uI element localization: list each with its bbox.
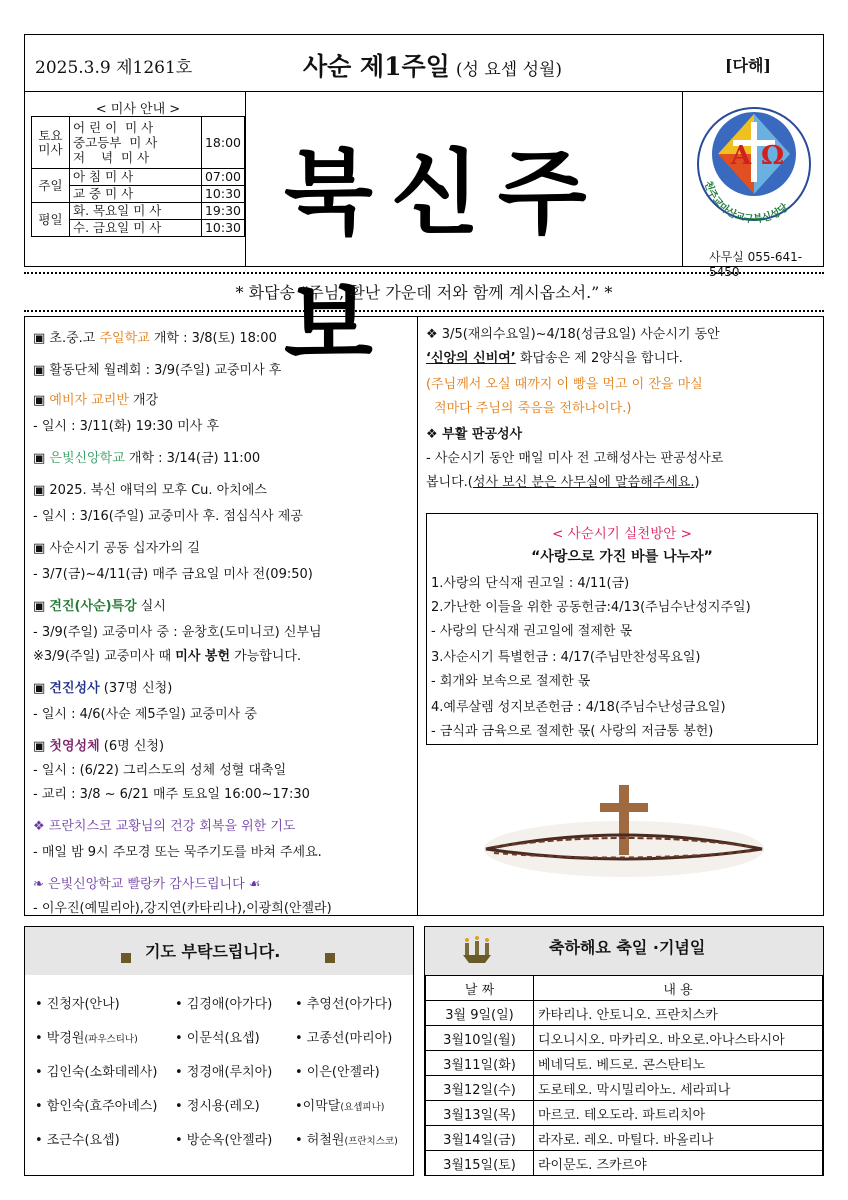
notice-line: ▣ 은빛신앙학교 개학 : 3/14(금) 11:00 [33,451,261,466]
weekday-mass-time: 19:30 [201,203,244,220]
weekday-label: 평일 [32,203,70,237]
feast-table [425,975,823,1176]
sun-mass-time: 10:30 [201,186,244,203]
table-row: 3월14일(금) 라자로. 레오. 마틸다. 바올리나 [426,1126,823,1151]
svg-text:Ω: Ω [761,141,785,171]
table-row: 3월11일(화) 베네딕토. 베드로. 콘스탄티노 [426,1051,823,1076]
divider [24,272,824,274]
title-text: 사순 제1주일 [303,52,450,81]
col-date: 날 짜 [426,976,534,1001]
practice-line: - 회개와 보속으로 절제한 몫 [431,674,591,689]
notices-left [24,316,418,916]
sun-label: 주일 [32,169,70,203]
page-title [303,47,562,83]
notice-line: ▣ 견진성사 (37명 신청) [33,681,173,696]
notice-line: ▣ 초.중.고 주일학교 개학 : 3/8(토) 18:00 [33,331,277,346]
practice-line: - 금식과 금육으로 절제한 몫( 사랑의 저금통 봉헌) [431,724,714,739]
practice-line: 4.예루살렘 성지보존헌금 : 4/18(주님수난성금요일) [431,700,726,715]
notice-line: ※3/9(주일) 교중미사 때 미사 봉헌 가능합니다. [33,649,302,664]
prayer-heading: 기도 부탁드립니다. [145,942,281,961]
sat-label: 토요 미사 [32,117,70,169]
sun-mass-time: 07:00 [201,169,244,186]
notice-line: - 교리 : 3/8 ~ 6/21 매주 토요일 16:00~17:30 [33,787,310,802]
prayer-name: • 이문석(요셉) [175,1031,260,1046]
feast-header [425,927,823,975]
practice-slogan: “사랑으로 가진 바를 나누자” [531,549,713,565]
square-icon [121,953,131,963]
notice-line: ▣ 견진(사순)특강 실시 [33,599,166,614]
weekday-mass-time: 10:30 [201,220,244,237]
prayer-name: • 추영선(아가다) [295,997,393,1012]
masthead-title: 북신주보 [284,139,605,379]
prayer-name: • 김경애(아가다) [175,997,273,1012]
notice-line: ‘신앙의 신비여’ 화답송은 제 2양식을 합니다. [426,351,683,366]
notice-line: - 사순시기 동안 매일 미사 전 고해성사는 판공성사로 [426,451,724,466]
square-icon [325,953,335,963]
table-row: 3월10일(월) 디오니시오. 마카리오. 바오로.아나스타시아 [426,1026,823,1051]
practice-line: 1.사랑의 단식재 권고일 : 4/11(금) [431,576,630,591]
prayer-name: • 진청자(안나) [35,997,120,1012]
table-row: 3월12일(수) 도로테오. 막시밀리아노. 세라피나 [426,1076,823,1101]
sun-mass-name: 아 침 미 사 [70,169,202,186]
notice-line: ▣ 활동단체 월례회 : 3/9(주일) 교중미사 후 [33,363,282,378]
divider [24,310,824,312]
office-phone: 사무실 055-641-5450 [709,250,803,279]
notice-line: ❧ 은빛신앙학교 빨랑카 감사드립니다 ☙ [33,877,261,892]
notice-line: - 매일 밤 9시 주모경 또는 묵주기도를 바쳐 주세요. [33,845,322,860]
prayer-name: • 조근수(요셉) [35,1133,120,1148]
prayer-name: • 정경애(루치아) [175,1065,273,1080]
mass-table [31,116,245,237]
parish-logo-icon [683,92,825,242]
sat-masses: 어 린 이 미 사 중고등부 미 사 저 녁 미 사 [70,117,202,169]
candle-icon [459,935,495,965]
cross-crown-of-thorns-icon [474,777,774,887]
header-bar [24,34,824,92]
table-row: 3월13일(목) 마르코. 테오도라. 파트리치아 [426,1101,823,1126]
table-row: 3월 9일(일) 카타리나. 안토니오. 프란치스카 [426,1001,823,1026]
weekday-mass-name: 수. 금요일 미 사 [70,220,202,237]
sun-mass-name: 교 중 미 사 [70,186,202,203]
table-header-row [426,976,823,1001]
weekday-mass-name: 화. 목요일 미 사 [70,203,202,220]
notice-line: ▣ 2025. 북신 애덕의 모후 Cu. 아치에스 [33,483,267,498]
notice-line: ▣ 예비자 교리반 개강 [33,393,159,408]
notice-line: - 이우진(예밀리아),강지연(카타리나),이광희(안젤라) [33,901,332,916]
logo-arc-text: 천주교마산교구북신성당 [701,179,791,226]
feast-heading: 축하해요 축일 ·기념일 [549,938,706,957]
notice-line: ❖ 프란치스코 교황님의 건강 회복을 위한 기도 [33,819,296,834]
col-content: 내 용 [534,976,823,1001]
notice-line: 봅니다.(성사 보신 분은 사무실에 말씀해주세요.) [426,475,700,490]
notice-line: - 일시 : 3/11(화) 19:30 미사 후 [33,419,220,434]
prayer-name: • 이은(안젤라) [295,1065,380,1080]
notice-line: (주님께서 오실 때까지 이 빵을 먹고 이 잔을 마실 [426,377,703,392]
prayer-name: • 정시용(레오) [175,1099,260,1114]
prayer-name: • 허철원(프란치스코) [295,1133,398,1148]
table-row: 3월15일(토) 라이문도. 즈카르야 [426,1151,823,1176]
title-subtitle: (성 요셉 성월) [455,60,563,80]
sat-time: 18:00 [201,117,244,169]
mass-guide [31,98,245,258]
notice-line: ▣ 사순시기 공동 십자가의 길 [33,541,200,556]
prayer-name: •이막달(요셉피나) [295,1099,385,1114]
responsorial-psalm: * 화답송 “주님, 환난 가운데 저와 함께 계시옵소서.” * [235,283,613,302]
notice-line: - 일시 : 3/16(주일) 교중미사 후. 점심식사 제공 [33,509,303,524]
prayer-requests [24,926,414,1176]
mass-guide-heading: < 미사 안내 > [95,102,181,117]
notice-line: ▣ 첫영성체 (6명 신청) [33,739,165,754]
liturgical-year: [다해] [724,56,771,75]
notice-line: ❖ 3/5(재의수요일)~4/18(성금요일) 사순시기 동안 [426,327,720,342]
prayer-header [25,927,413,975]
practice-line: 2.가난한 이들을 위한 공동헌금:4/13(주님수난성지주일) [431,600,751,615]
notice-line: - 일시 : (6/22) 그리스도의 성체 성혈 대축일 [33,763,287,778]
prayer-name: • 김인숙(소화데레사) [35,1065,158,1080]
issue-date: 2025.3.9 제1261호 [35,58,193,78]
prayer-name: • 방순옥(안젤라) [175,1133,273,1148]
feast-days [424,926,824,1176]
prayer-name: • 박경원(파우스티나) [35,1031,138,1046]
practice-title: < 사순시기 실천방안 > [552,526,692,542]
practice-line: 3.사순시기 특별헌금 : 4/17(주님만찬성목요일) [431,650,701,665]
parish-logo [683,92,825,279]
notice-line: ❖ 부활 판공성사 [426,427,523,442]
lent-practice-box [426,513,818,745]
practice-line: - 사랑의 단식재 권고일에 절제한 몫 [431,624,633,639]
notice-line: - 3/7(금)~4/11(금) 매주 금요일 미사 전(09:50) [33,567,313,582]
prayer-name: • 고종선(마리아) [295,1031,393,1046]
notice-line: 적마다 주님의 죽음을 전하나이다.) [434,401,632,416]
notices-right [418,316,824,916]
notice-line: - 3/9(주일) 교중미사 중 : 윤창호(도미니코) 신부님 [33,625,322,640]
notice-line: - 일시 : 4/6(사순 제5주일) 교중미사 중 [33,707,257,722]
prayer-name: • 함인숙(효주아녜스) [35,1099,158,1114]
svg-text:A: A [731,141,752,171]
